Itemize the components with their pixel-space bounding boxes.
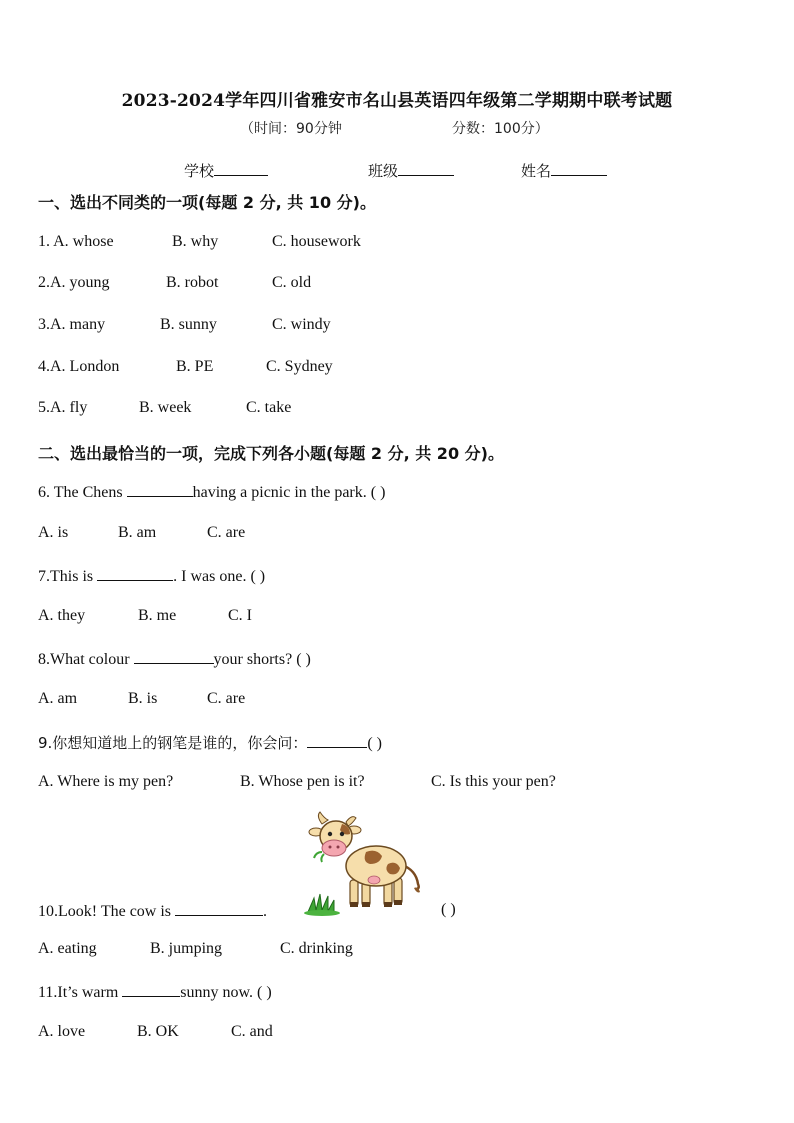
section1-heading: 一、选出不同类的一项(每题 2 分, 共 10 分)。 <box>38 193 376 212</box>
q7-option-b: B. me <box>138 607 177 624</box>
q1-option-a: 1. A. whose <box>38 233 114 250</box>
q10-answer-paren: ( ) <box>441 901 456 918</box>
question-6: 6. The Chens having a picnic in the park. ( ) <box>38 484 386 501</box>
q5-option-b: B. week <box>139 399 192 416</box>
school-field <box>184 160 268 181</box>
q11-option-a: A. love <box>38 1023 86 1040</box>
q7-option-c: C. I <box>228 607 252 624</box>
q2-option-b: B. robot <box>166 274 219 291</box>
q9-option-b: B. Whose pen is it? <box>240 773 365 790</box>
name-label: 姓名 <box>521 162 552 180</box>
q8-option-b: B. is <box>128 690 158 707</box>
q5-option-c: C. take <box>246 399 292 416</box>
cow-eating-grass-icon <box>304 810 434 920</box>
q6-option-b: B. am <box>118 524 157 541</box>
q9-option-c: C. Is this your pen? <box>431 773 556 790</box>
q2-option-a: 2.A. young <box>38 274 110 291</box>
q1-option-c: C. housework <box>272 233 361 250</box>
name-field <box>521 160 607 181</box>
q11-option-c: C. and <box>231 1023 273 1040</box>
section2-heading: 二、选出最恰当的一项，完成下列各小题(每题 2 分, 共 20 分)。 <box>38 444 504 463</box>
q10-option-c: C. drinking <box>280 940 353 957</box>
q4-option-b: B. PE <box>176 358 214 375</box>
school-blank[interactable] <box>214 161 268 176</box>
time-info: （时间：90分钟 <box>240 121 342 137</box>
class-field <box>368 160 454 181</box>
name-blank[interactable] <box>551 161 607 176</box>
score-info: 分数：100分） <box>452 121 549 137</box>
school-label: 学校 <box>184 162 215 180</box>
q4-option-a: 4.A. London <box>38 358 120 375</box>
q1-option-b: B. why <box>172 233 219 250</box>
q11-blank[interactable] <box>122 982 180 997</box>
q8-blank[interactable] <box>134 649 214 664</box>
q6-option-c: C. are <box>207 524 246 541</box>
q6-option-a: A. is <box>38 524 69 541</box>
page-title: 2023-2024学年四川省雅安市名山县英语四年级第二学期期中联考试题 <box>121 91 673 111</box>
q7-option-a: A. they <box>38 607 86 624</box>
class-blank[interactable] <box>398 161 454 176</box>
class-label: 班级 <box>368 162 399 180</box>
q5-option-a: 5.A. fly <box>38 399 88 416</box>
q8-option-a: A. am <box>38 690 78 707</box>
question-10: 10.Look! The cow is . <box>38 903 268 920</box>
question-7: 7.This is . I was one. ( ) <box>38 568 266 585</box>
q10-option-a: A. eating <box>38 940 97 957</box>
q10-blank[interactable] <box>175 901 263 916</box>
question-11: 11.It’s warm sunny now. ( ) <box>38 984 272 1001</box>
q9-option-a: A. Where is my pen? <box>38 773 174 790</box>
q8-option-c: C. are <box>207 690 246 707</box>
q7-blank[interactable] <box>97 566 173 581</box>
q3-option-a: 3.A. many <box>38 316 106 333</box>
q9-blank[interactable] <box>307 733 367 748</box>
q2-option-c: C. old <box>272 274 312 291</box>
q4-option-c: C. Sydney <box>266 358 333 375</box>
question-9: 9.你想知道地上的钢笔是谁的，你会问： ( ) <box>38 734 382 752</box>
q11-option-b: B. OK <box>137 1023 179 1040</box>
q3-option-c: C. windy <box>272 316 331 333</box>
q6-blank[interactable] <box>127 482 193 497</box>
q3-option-b: B. sunny <box>160 316 217 333</box>
q10-option-b: B. jumping <box>150 940 223 957</box>
question-8: 8.What colour your shorts? ( ) <box>38 651 311 668</box>
